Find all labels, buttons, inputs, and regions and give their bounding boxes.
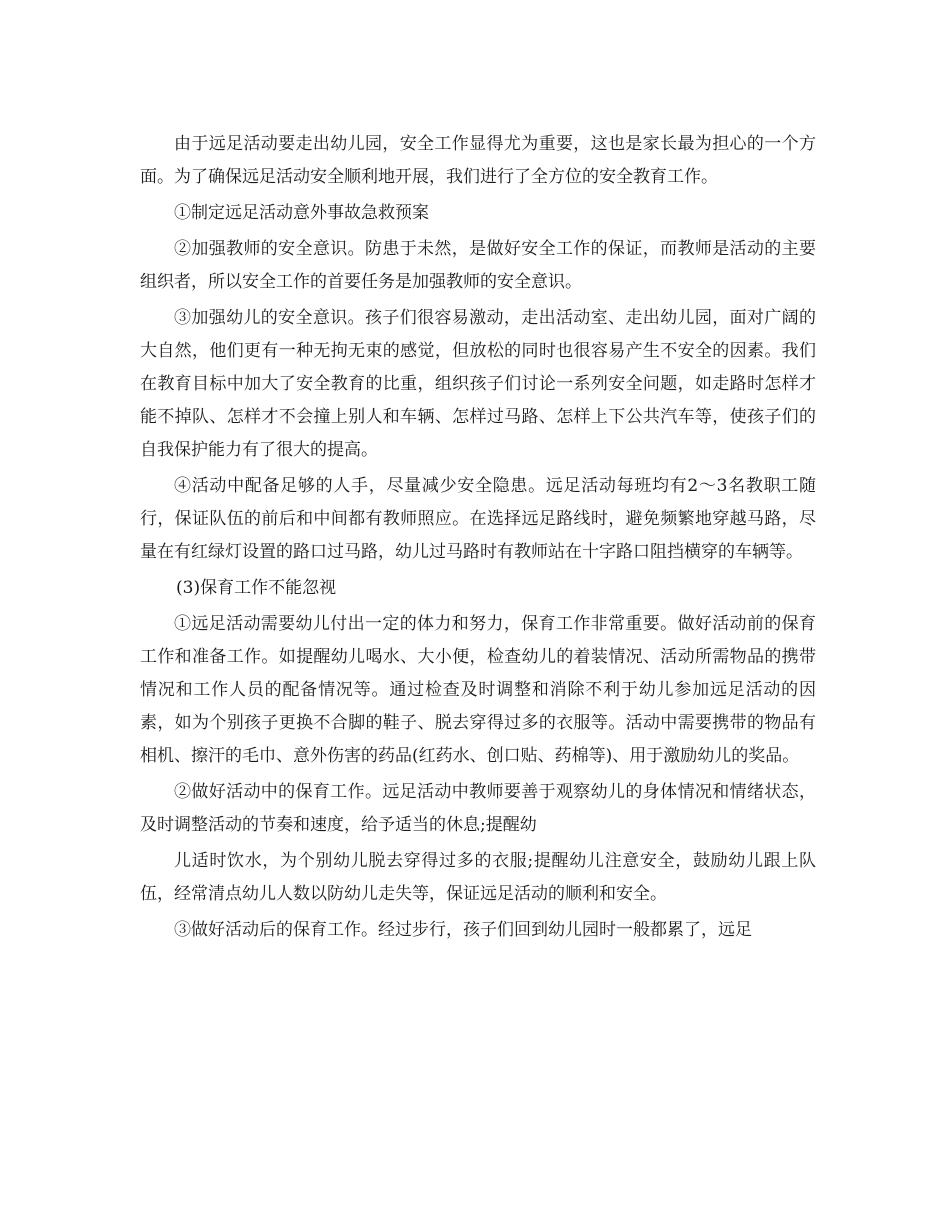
paragraph-care-during-cont: 儿适时饮水，为个别幼儿脱去穿得过多的衣服;提醒幼儿注意安全，鼓励幼儿跟上队伍，经常清点幼儿人数以防幼儿走失等，保证远足活动的顺利和安全。 (140, 851, 816, 904)
document-body (140, 128, 816, 950)
section-heading-care-work: (3)保育工作不能忽视 (176, 578, 337, 598)
paragraph-safety-intro: 由于远足活动要走出幼儿园，安全工作显得尤为重要，这也是家长最为担心的一个方面。为了确保远足活动安全顺利地开展，我们进行了全方位的安全教育工作。 (140, 134, 816, 187)
paragraph-emergency-plan: ①制定远足活动意外事故急救预案 (174, 203, 429, 223)
paragraph-child-safety: ③加强幼儿的安全意识。孩子们很容易激动，走出活动室、走出幼儿园，面对广阔的大自然，他们更有一种无拘无束的感觉，但放松的同时也很容易产生不安全的因素。我们在教育目标中加大了安全教育的比重，组织孩子们讨论一系列安全问题，如走路时怎样才能不掉队、怎样才不会撞上别人和车辆、怎样过马路、怎样上下公共汽车等，使孩子们的自我保护能力有了很大的提高。 (140, 308, 816, 460)
paragraph-staffing: ④活动中配备足够的人手，尽量减少安全隐患。远足活动每班均有2～3名教职工随行，保证队伍的前后和中间都有教师照应。在选择远足路线时，避免频繁地穿越马路，尽量在有红绿灯设置的路口过马路，幼儿过马路时有教师站在十字路口阻挡横穿的车辆等。 (140, 476, 816, 562)
paragraph-care-during: ②做好活动中的保育工作。远足活动中教师要善于观察幼儿的身体情况和情绪状态，及时调整活动的节奏和速度，给予适当的休息;提醒幼 (140, 782, 816, 835)
paragraph-care-before: ①远足活动需要幼儿付出一定的体力和努力，保育工作非常重要。做好活动前的保育工作和准备工作。如提醒幼儿喝水、大小便，检查幼儿的着装情况、活动所需物品的携带情况和工作人员的配备情况等。通过检查及时调整和消除不利于幼儿参加远足活动的因素，如为个别孩子更换不合脚的鞋子、脱去穿得过多的衣服等。活动中需要携带的物品有相机、擦汗的毛巾、意外伤害的药品(红药水、创口贴、药棉等)、用于激励幼儿的奖品。 (140, 614, 816, 766)
paragraph-teacher-safety: ②加强教师的安全意识。防患于未然，是做好安全工作的保证，而教师是活动的主要组织者，所以安全工作的首要任务是加强教师的安全意识。 (140, 239, 816, 292)
paragraph-care-after: ③做好活动后的保育工作。经过步行，孩子们回到幼儿园时一般都累了，远足 (174, 920, 752, 940)
